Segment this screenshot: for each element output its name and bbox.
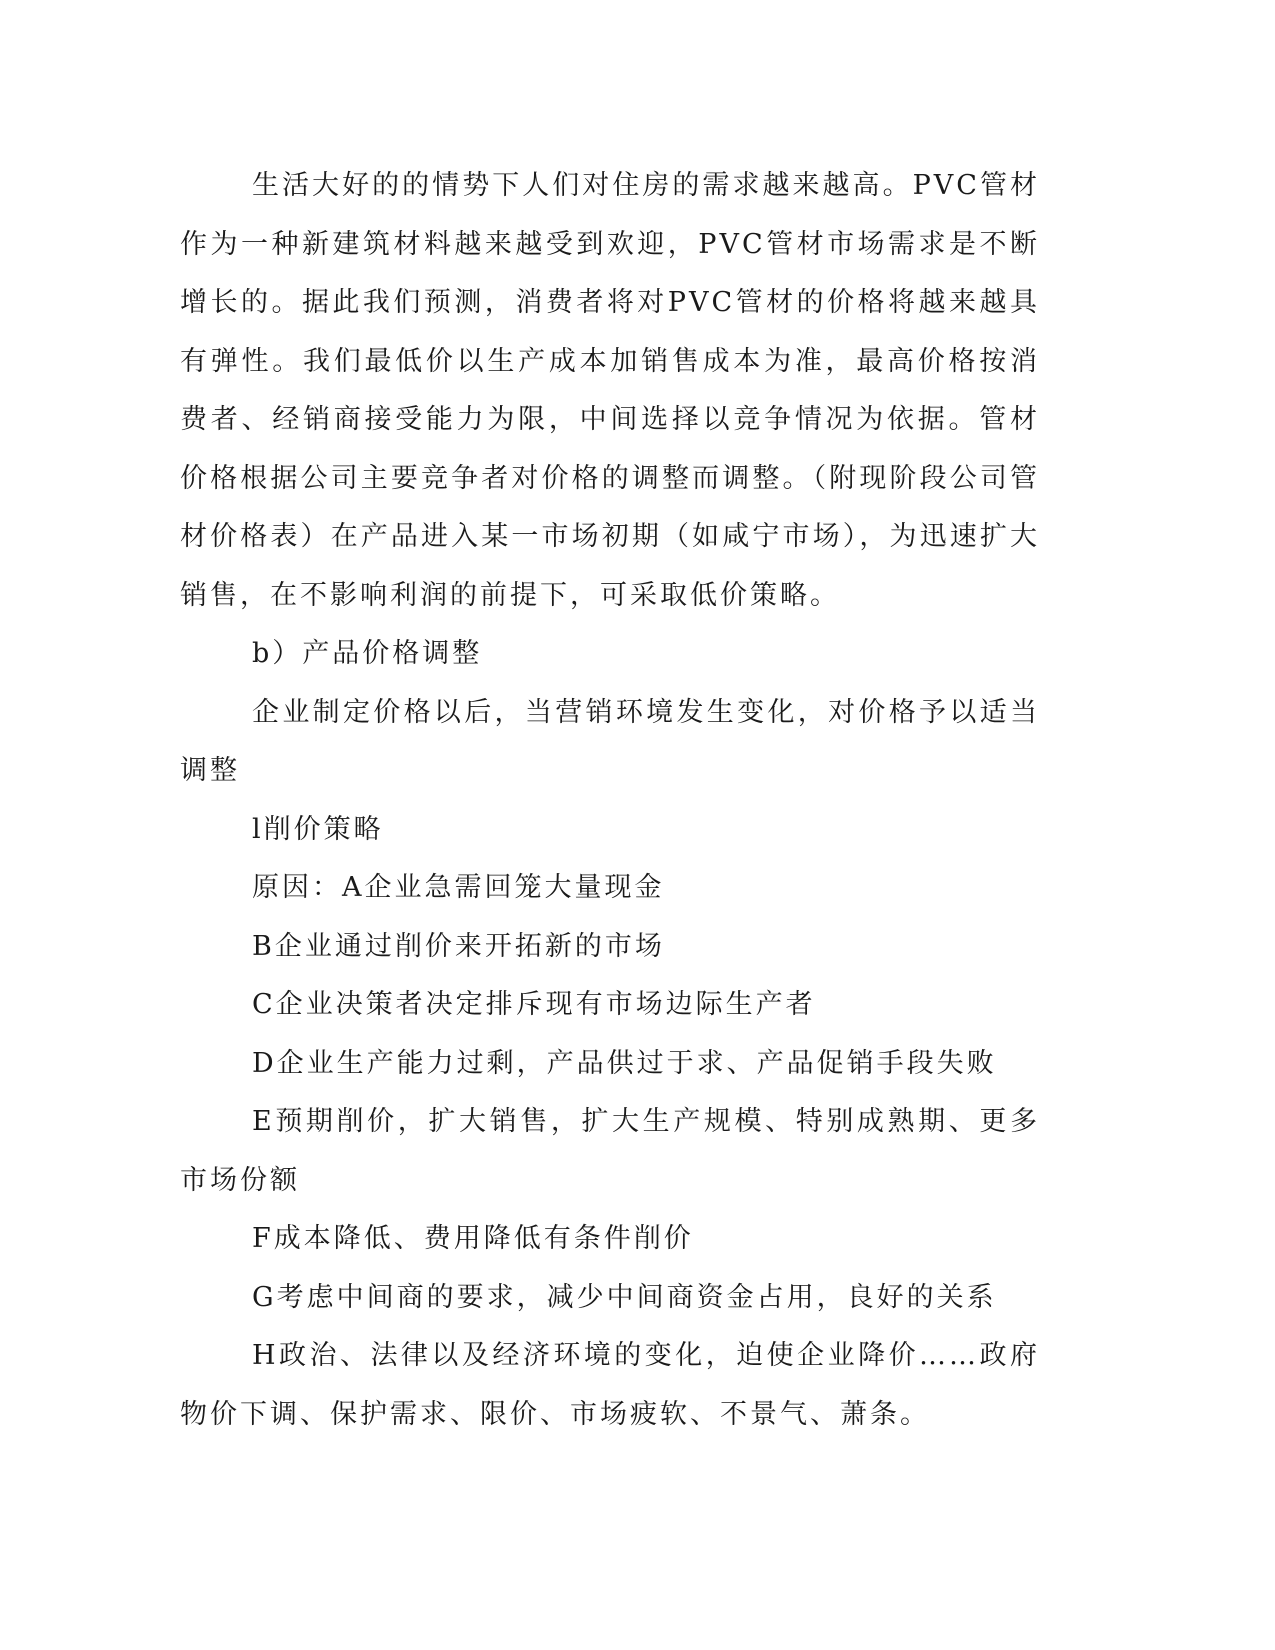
- reason-item-c: C企业决策者决定排斥现有市场边际生产者: [252, 989, 816, 1020]
- reason-item-d: D企业生产能力过剩，产品供过于求、产品促销手段失败: [252, 1047, 997, 1079]
- heading-price-cut-strategy: l削价策略: [252, 813, 384, 845]
- paragraph-adjustment-intro: 企业制定价格以后，当营销环境发生变化，对价格予以适当调整: [180, 696, 1040, 786]
- heading-price-adjustment: b）产品价格调整: [252, 638, 483, 669]
- reason-item-h: H政治、法律以及经济环境的变化，迫使企业降价……政府物价下调、保护需求、限价、市场疲软、不景气、萧条。: [180, 1340, 1040, 1430]
- reason-item-f: F成本降低、费用降低有条件削价: [252, 1223, 694, 1254]
- reason-item-b: B企业通过削价来开拓新的市场: [252, 930, 665, 962]
- reason-item-a: 原因：A企业急需回笼大量现金: [252, 872, 665, 903]
- document-body: [180, 157, 1040, 1444]
- reason-item-e: E预期削价，扩大销售，扩大生产规模、特别成熟期、更多市场份额: [180, 1106, 1040, 1196]
- reason-item-g: G考虑中间商的要求，减少中间商资金占用，良好的关系: [252, 1281, 997, 1313]
- paragraph-pricing-strategy: 生活大好的的情势下人们对住房的需求越来越高。PVC管材作为一种新建筑材料越来越受到欢迎，PVC管材市场需求是不断增长的。据此我们预测，消费者将对PVC管材的价格将越来越具有弹性。我们最低价以生产成本加销售成本为准，最高价格按消费者、经销商接受能力为限，中间选择以竞争情况为依据。管材价格根据公司主要竞争者对价格的调整而调整。（附现阶段公司管材价格表）在产品进入某一市场初期（如咸宁市场），为迅速扩大销售，在不影响利润的前提下，可采取低价策略。: [180, 170, 1040, 611]
